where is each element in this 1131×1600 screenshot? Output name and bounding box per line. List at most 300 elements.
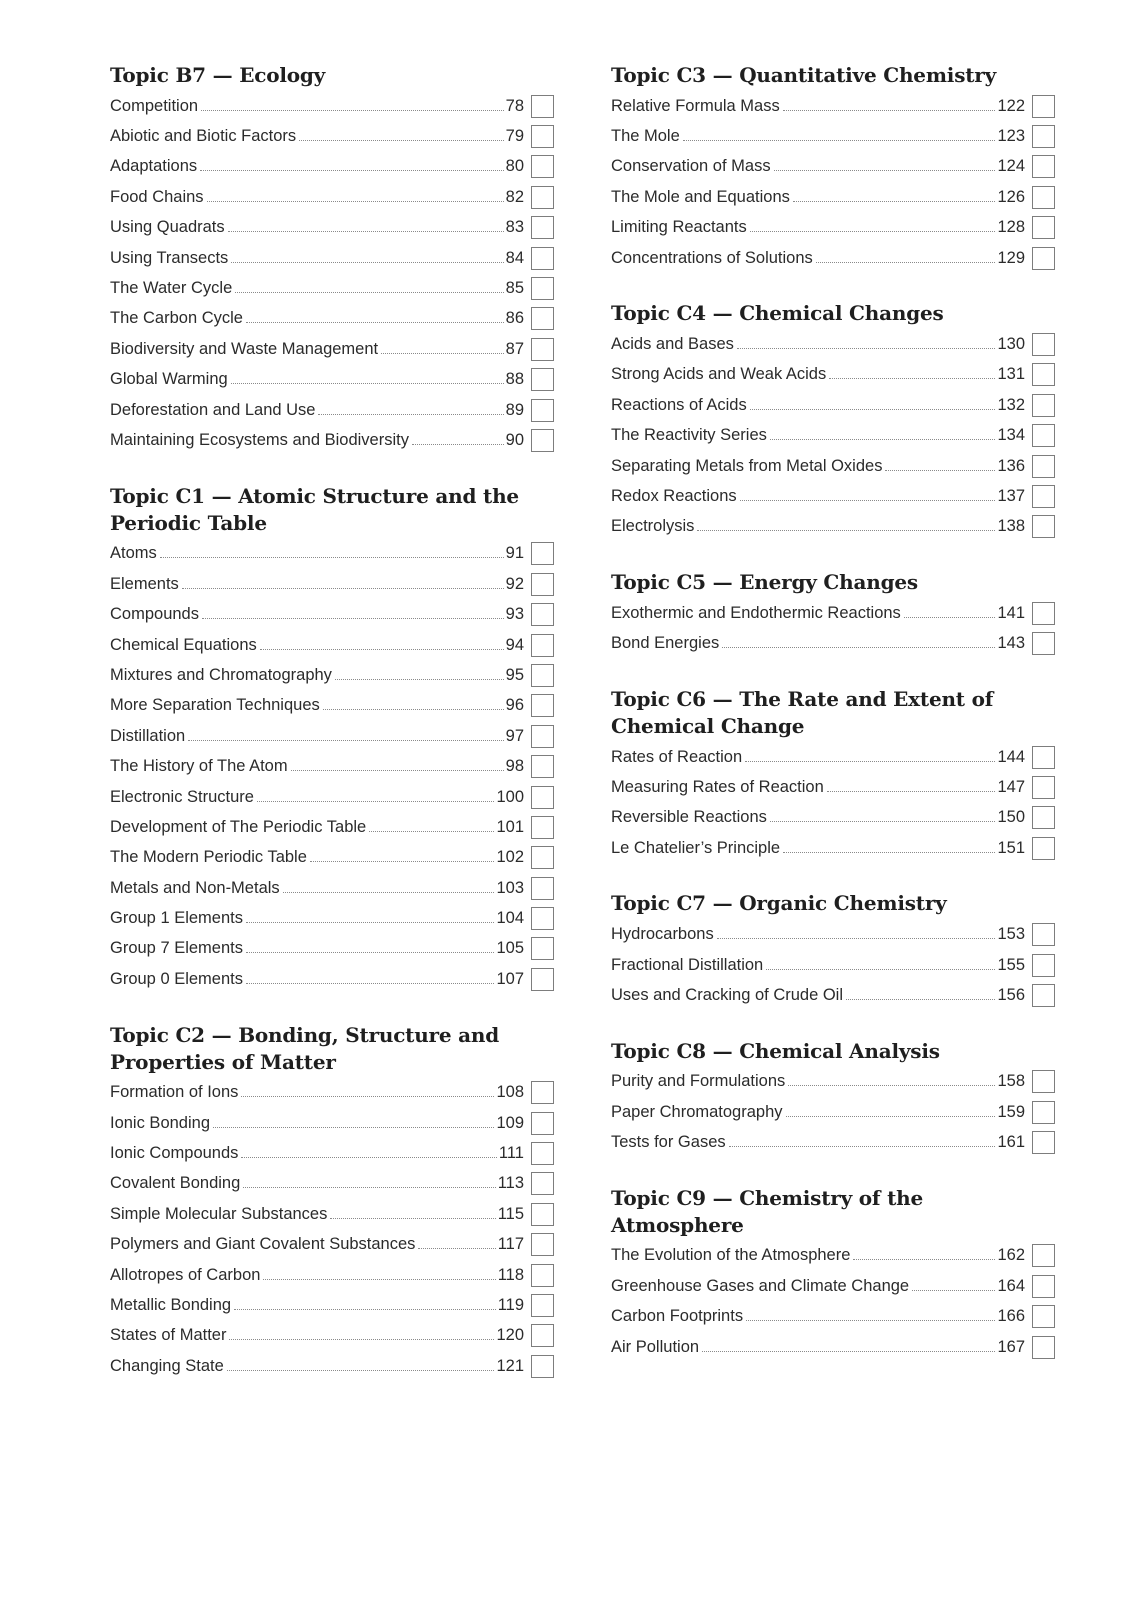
entry-checkbox[interactable]	[1032, 746, 1055, 769]
entry-checkbox[interactable]	[531, 125, 554, 148]
entry-name: Chemical Equations	[110, 635, 257, 654]
dot-leader	[160, 557, 504, 558]
entry-checkbox[interactable]	[1032, 515, 1055, 538]
entry-name: Limiting Reactants	[611, 218, 747, 237]
entry-checkbox[interactable]	[531, 1203, 554, 1226]
entry-page-number: 82	[505, 187, 524, 206]
entry-checkbox[interactable]	[531, 846, 554, 869]
contents-entry	[611, 1271, 1059, 1301]
contents-entry	[110, 843, 558, 873]
entry-name: Relative Formula Mass	[611, 96, 780, 115]
dot-leader	[369, 831, 494, 832]
contents-entry	[611, 628, 1059, 658]
contents-entry	[611, 121, 1059, 151]
entry-page-number: 134	[997, 426, 1025, 445]
entry-page-number: 85	[505, 279, 524, 298]
entry-page-number: 151	[997, 838, 1025, 857]
entry-name: Air Pollution	[611, 1337, 700, 1356]
entry-checkbox[interactable]	[531, 877, 554, 900]
entry-page-number: 97	[505, 726, 524, 745]
topic-entries	[110, 1078, 558, 1382]
entry-page-number: 101	[496, 817, 524, 836]
entry-checkbox[interactable]	[531, 338, 554, 361]
entry-page-number: 162	[997, 1246, 1025, 1265]
entry-page-number: 141	[997, 603, 1025, 622]
dot-leader	[231, 262, 503, 263]
contents-entry	[110, 539, 558, 569]
entry-checkbox[interactable]	[1032, 247, 1055, 270]
topic-section	[611, 686, 1059, 864]
entry-page-number: 119	[497, 1295, 524, 1314]
entry-checkbox[interactable]	[1032, 1305, 1055, 1328]
entry-text-row	[110, 848, 524, 867]
entry-text-row	[110, 97, 524, 116]
entry-text-row	[110, 696, 524, 715]
entry-page-number: 90	[505, 430, 524, 449]
entry-name: Development of The Periodic Table	[110, 817, 367, 836]
entry-text-row	[110, 575, 524, 594]
dot-leader	[904, 617, 996, 618]
contents-entry	[611, 833, 1059, 863]
entry-page-number: 83	[505, 218, 524, 237]
entry-text-row	[611, 748, 1025, 767]
entry-name: The Mole	[611, 127, 680, 146]
entry-page-number: 150	[997, 808, 1025, 827]
entry-checkbox[interactable]	[531, 1233, 554, 1256]
entry-checkbox[interactable]	[1032, 424, 1055, 447]
contents-entry	[611, 512, 1059, 542]
entry-name: Allotropes of Carbon	[110, 1265, 261, 1284]
entry-text-row	[611, 457, 1025, 476]
entry-page-number: 104	[496, 909, 524, 928]
dot-leader	[200, 170, 503, 171]
entry-page-number: 129	[997, 248, 1025, 267]
topic-section	[110, 483, 558, 995]
entry-checkbox[interactable]	[1032, 632, 1055, 655]
entry-text-row	[611, 1277, 1025, 1296]
entry-name: Electronic Structure	[110, 787, 254, 806]
entry-name: More Separation Techniques	[110, 696, 320, 715]
entry-checkbox[interactable]	[1032, 954, 1055, 977]
entry-name: Formation of Ions	[110, 1083, 239, 1102]
contents-entry	[110, 630, 558, 660]
entry-page-number: 109	[496, 1113, 524, 1132]
entry-text-row	[110, 1326, 524, 1345]
dot-leader	[231, 383, 504, 384]
dot-leader	[228, 231, 504, 232]
contents-entry	[611, 772, 1059, 802]
entry-checkbox[interactable]	[1032, 1244, 1055, 1267]
topic-section	[611, 62, 1059, 273]
entry-checkbox[interactable]	[1032, 1336, 1055, 1359]
entry-page-number: 96	[505, 696, 524, 715]
entry-name: Abiotic and Biotic Factors	[110, 127, 297, 146]
entry-page-number: 138	[997, 517, 1025, 536]
topic-title: Topic C6 — The Rate and Extent of Chemical Change	[611, 686, 994, 738]
entry-name: The Reactivity Series	[611, 426, 767, 445]
entry-checkbox[interactable]	[531, 1112, 554, 1135]
entry-page-number: 124	[997, 157, 1025, 176]
topic-section	[611, 300, 1059, 542]
entry-name: Group 7 Elements	[110, 939, 243, 958]
entry-name: Purity and Formulations	[611, 1072, 786, 1091]
entry-checkbox[interactable]	[531, 277, 554, 300]
entry-name: Measuring Rates of Reaction	[611, 777, 824, 796]
entry-page-number: 91	[505, 544, 524, 563]
entry-text-row	[110, 401, 524, 420]
entry-text-row	[611, 97, 1025, 116]
dot-leader	[786, 1116, 996, 1117]
entry-text-row	[110, 249, 524, 268]
entry-checkbox[interactable]	[531, 755, 554, 778]
dot-leader	[246, 952, 494, 953]
dot-leader	[412, 444, 504, 445]
entry-checkbox[interactable]	[531, 694, 554, 717]
entry-text-row	[611, 604, 1025, 623]
entry-checkbox[interactable]	[531, 95, 554, 118]
entry-page-number: 159	[997, 1102, 1025, 1121]
entry-checkbox[interactable]	[1032, 95, 1055, 118]
entry-checkbox[interactable]	[531, 247, 554, 270]
entry-page-number: 128	[997, 218, 1025, 237]
entry-checkbox[interactable]	[531, 429, 554, 452]
entry-page-number: 120	[496, 1326, 524, 1345]
entry-name: Biodiversity and Waste Management	[110, 339, 379, 358]
entry-checkbox[interactable]	[531, 155, 554, 178]
entry-checkbox[interactable]	[1032, 363, 1055, 386]
entry-text-row	[110, 279, 524, 298]
contents-entry	[110, 1230, 558, 1260]
entry-text-row	[611, 925, 1025, 944]
entry-checkbox[interactable]	[531, 634, 554, 657]
entry-text-row	[110, 1205, 524, 1224]
dot-leader	[683, 140, 996, 141]
entry-checkbox[interactable]	[1032, 923, 1055, 946]
contents-entry	[611, 329, 1059, 359]
entry-checkbox[interactable]	[1032, 394, 1055, 417]
entry-name: Fractional Distillation	[611, 955, 764, 974]
contents-entry	[611, 919, 1059, 949]
dot-leader	[246, 922, 494, 923]
contents-entry	[611, 451, 1059, 481]
dot-leader	[381, 353, 504, 354]
entry-name: Changing State	[110, 1356, 224, 1375]
entry-page-number: 79	[505, 127, 524, 146]
entry-page-number: 143	[997, 634, 1025, 653]
contents-entry	[110, 334, 558, 364]
entry-checkbox[interactable]	[1032, 806, 1055, 829]
entry-text-row	[611, 396, 1025, 415]
entry-checkbox[interactable]	[531, 664, 554, 687]
dot-leader	[260, 649, 504, 650]
entry-checkbox[interactable]	[531, 1142, 554, 1165]
contents-entry	[110, 569, 558, 599]
entry-checkbox[interactable]	[1032, 984, 1055, 1007]
entry-text-row	[110, 127, 524, 146]
entry-checkbox[interactable]	[1032, 1101, 1055, 1124]
entry-checkbox[interactable]	[1032, 776, 1055, 799]
entry-text-row	[110, 1266, 524, 1285]
entry-text-row	[611, 778, 1025, 797]
entry-name: The Carbon Cycle	[110, 309, 243, 328]
entry-checkbox[interactable]	[531, 816, 554, 839]
entry-text-row	[110, 1296, 524, 1315]
entry-page-number: 93	[505, 605, 524, 624]
entry-checkbox[interactable]	[531, 542, 554, 565]
topic-section	[611, 1038, 1059, 1158]
entry-name: Acids and Bases	[611, 335, 734, 354]
contents-entry	[611, 421, 1059, 451]
topic-entries	[611, 1241, 1059, 1363]
entry-checkbox[interactable]	[531, 786, 554, 809]
entry-page-number: 130	[997, 335, 1025, 354]
dot-leader	[722, 647, 995, 648]
contents-entry	[110, 365, 558, 395]
entry-name: Le Chatelier’s Principle	[611, 838, 781, 857]
entry-page-number: 88	[505, 370, 524, 389]
entry-name: Deforestation and Land Use	[110, 400, 316, 419]
entry-name: Mixtures and Chromatography	[110, 665, 332, 684]
contents-entry	[611, 1067, 1059, 1097]
entry-name: Atoms	[110, 544, 157, 563]
dot-leader	[793, 201, 996, 202]
dot-leader	[257, 801, 494, 802]
topic-entries	[611, 742, 1059, 864]
entry-name: Reversible Reactions	[611, 808, 767, 827]
entry-text-row	[611, 517, 1025, 536]
entry-checkbox[interactable]	[531, 1294, 554, 1317]
dot-leader	[246, 322, 504, 323]
topic-section	[611, 569, 1059, 659]
entry-page-number: 153	[997, 925, 1025, 944]
entry-checkbox[interactable]	[1032, 186, 1055, 209]
dot-leader	[885, 470, 995, 471]
contents-entry	[110, 751, 558, 781]
contents-entry	[110, 304, 558, 334]
entry-text-row	[611, 127, 1025, 146]
entry-name: Metals and Non-Metals	[110, 878, 280, 897]
entry-name: Exothermic and Endothermic Reactions	[611, 603, 901, 622]
entry-text-row	[110, 157, 524, 176]
entry-checkbox[interactable]	[531, 725, 554, 748]
dot-leader	[770, 821, 996, 822]
entry-checkbox[interactable]	[1032, 1070, 1055, 1093]
entry-page-number: 131	[997, 365, 1025, 384]
topic-section	[611, 1185, 1059, 1363]
contents-entry	[611, 980, 1059, 1010]
dot-leader	[202, 618, 504, 619]
entry-page-number: 155	[997, 955, 1025, 974]
entry-checkbox[interactable]	[531, 1172, 554, 1195]
entry-text-row	[611, 1133, 1025, 1152]
entry-text-row	[611, 487, 1025, 506]
entry-name: Separating Metals from Metal Oxides	[611, 456, 883, 475]
topic-entries	[611, 598, 1059, 659]
entry-page-number: 87	[505, 339, 524, 358]
contents-entry	[110, 691, 558, 721]
entry-text-row	[110, 970, 524, 989]
dot-leader	[235, 292, 503, 293]
contents-entry	[611, 803, 1059, 833]
entry-checkbox[interactable]	[1032, 333, 1055, 356]
entry-text-row	[110, 1235, 524, 1254]
dot-leader	[717, 938, 996, 939]
dot-leader	[729, 1146, 996, 1147]
entry-page-number: 121	[496, 1356, 524, 1375]
entry-page-number: 103	[496, 878, 524, 897]
dot-leader	[234, 1309, 496, 1310]
entry-text-row	[110, 939, 524, 958]
contents-entry	[110, 243, 558, 273]
dot-leader	[241, 1096, 494, 1097]
entry-name: The Mole and Equations	[611, 187, 790, 206]
entry-checkbox[interactable]	[531, 603, 554, 626]
entry-checkbox[interactable]	[531, 399, 554, 422]
entry-checkbox[interactable]	[1032, 1275, 1055, 1298]
contents-entry	[110, 182, 558, 212]
dot-leader	[783, 110, 996, 111]
entry-text-row	[611, 634, 1025, 653]
entry-name: Hydrocarbons	[611, 925, 714, 944]
entry-text-row	[110, 340, 524, 359]
dot-leader	[310, 861, 495, 862]
entry-text-row	[110, 788, 524, 807]
entry-text-row	[611, 188, 1025, 207]
entry-checkbox[interactable]	[531, 368, 554, 391]
entry-text-row	[611, 986, 1025, 1005]
dot-leader	[207, 201, 504, 202]
entry-checkbox[interactable]	[1032, 485, 1055, 508]
entry-name: Distillation	[110, 726, 186, 745]
contents-entry	[110, 782, 558, 812]
entry-text-row	[611, 1307, 1025, 1326]
entry-name: Ionic Compounds	[110, 1144, 239, 1163]
entry-name: Using Transects	[110, 248, 229, 267]
dot-leader	[182, 588, 504, 589]
entry-name: Compounds	[110, 605, 199, 624]
dot-leader	[697, 530, 995, 531]
dot-leader	[291, 770, 504, 771]
entry-page-number: 113	[497, 1174, 524, 1193]
entry-name: Uses and Cracking of Crude Oil	[611, 985, 844, 1004]
entry-checkbox[interactable]	[531, 1355, 554, 1378]
entry-page-number: 111	[498, 1144, 524, 1163]
contents-entry	[611, 243, 1059, 273]
topic-section	[110, 1022, 558, 1382]
contents-entry	[611, 950, 1059, 980]
entry-text-row	[110, 605, 524, 624]
entry-name: Polymers and Giant Covalent Substances	[110, 1235, 416, 1254]
dot-leader	[827, 791, 996, 792]
entry-text-row	[110, 1174, 524, 1193]
entry-checkbox[interactable]	[1032, 155, 1055, 178]
contents-entry	[110, 121, 558, 151]
dot-leader	[323, 709, 504, 710]
entry-page-number: 137	[997, 486, 1025, 505]
entry-name: Competition	[110, 96, 199, 115]
contents-entry	[611, 1097, 1059, 1127]
entry-checkbox[interactable]	[531, 937, 554, 960]
topic-entries	[611, 919, 1059, 1010]
dot-leader	[299, 140, 503, 141]
entry-page-number: 166	[997, 1307, 1025, 1326]
entry-checkbox[interactable]	[1032, 837, 1055, 860]
topic-entries	[611, 329, 1059, 542]
contents-entry	[110, 1138, 558, 1168]
entry-checkbox[interactable]	[1032, 1131, 1055, 1154]
dot-leader	[746, 1320, 995, 1321]
entry-text-row	[110, 1144, 524, 1163]
entry-text-row	[611, 1246, 1025, 1265]
entry-page-number: 164	[997, 1276, 1025, 1295]
dot-leader	[241, 1157, 496, 1158]
entry-checkbox[interactable]	[1032, 125, 1055, 148]
entry-checkbox[interactable]	[1032, 455, 1055, 478]
entry-checkbox[interactable]	[1032, 602, 1055, 625]
entry-checkbox[interactable]	[531, 1081, 554, 1104]
contents-entry	[110, 721, 558, 751]
entry-checkbox[interactable]	[531, 307, 554, 330]
contents-entry	[611, 91, 1059, 121]
topic-title: Topic C7 — Organic Chemistry	[611, 891, 947, 916]
entry-checkbox[interactable]	[531, 1264, 554, 1287]
entry-checkbox[interactable]	[531, 1324, 554, 1347]
topic-entries	[611, 1067, 1059, 1158]
contents-column-left	[110, 62, 558, 1408]
dot-leader	[816, 262, 996, 263]
entry-page-number: 107	[496, 969, 524, 988]
entry-checkbox[interactable]	[531, 968, 554, 991]
entry-checkbox[interactable]	[531, 573, 554, 596]
contents-entry	[110, 395, 558, 425]
contents-entry	[110, 1351, 558, 1381]
contents-entry	[611, 182, 1059, 212]
entry-text-row	[110, 909, 524, 928]
entry-page-number: 80	[505, 157, 524, 176]
entry-page-number: 115	[497, 1204, 524, 1223]
entry-name: Bond Energies	[611, 634, 720, 653]
contents-entry	[110, 1169, 558, 1199]
entry-page-number: 102	[496, 848, 524, 867]
dot-leader	[330, 1218, 495, 1219]
entry-page-number: 161	[997, 1133, 1025, 1152]
entry-checkbox[interactable]	[1032, 216, 1055, 239]
topic-entries	[110, 91, 558, 456]
contents-entry	[110, 903, 558, 933]
entry-name: Strong Acids and Weak Acids	[611, 365, 827, 384]
entry-page-number: 84	[505, 248, 524, 267]
entry-page-number: 105	[496, 939, 524, 958]
topic-title: Topic C9 — Chemistry of the Atmosphere	[611, 1185, 923, 1237]
entry-page-number: 86	[505, 309, 524, 328]
entry-checkbox[interactable]	[531, 216, 554, 239]
entry-text-row	[110, 370, 524, 389]
contents-entry	[611, 213, 1059, 243]
topic-title: Topic C8 — Chemical Analysis	[611, 1038, 940, 1063]
entry-page-number: 118	[497, 1265, 524, 1284]
entry-text-row	[110, 818, 524, 837]
entry-checkbox[interactable]	[531, 186, 554, 209]
contents-entry	[611, 598, 1059, 628]
entry-page-number: 108	[496, 1083, 524, 1102]
entry-page-number: 126	[997, 187, 1025, 206]
contents-entry	[611, 742, 1059, 772]
entry-name: Conservation of Mass	[611, 157, 771, 176]
contents-entry	[110, 425, 558, 455]
entry-checkbox[interactable]	[531, 907, 554, 930]
dot-leader	[318, 414, 503, 415]
entry-text-row	[110, 1083, 524, 1102]
